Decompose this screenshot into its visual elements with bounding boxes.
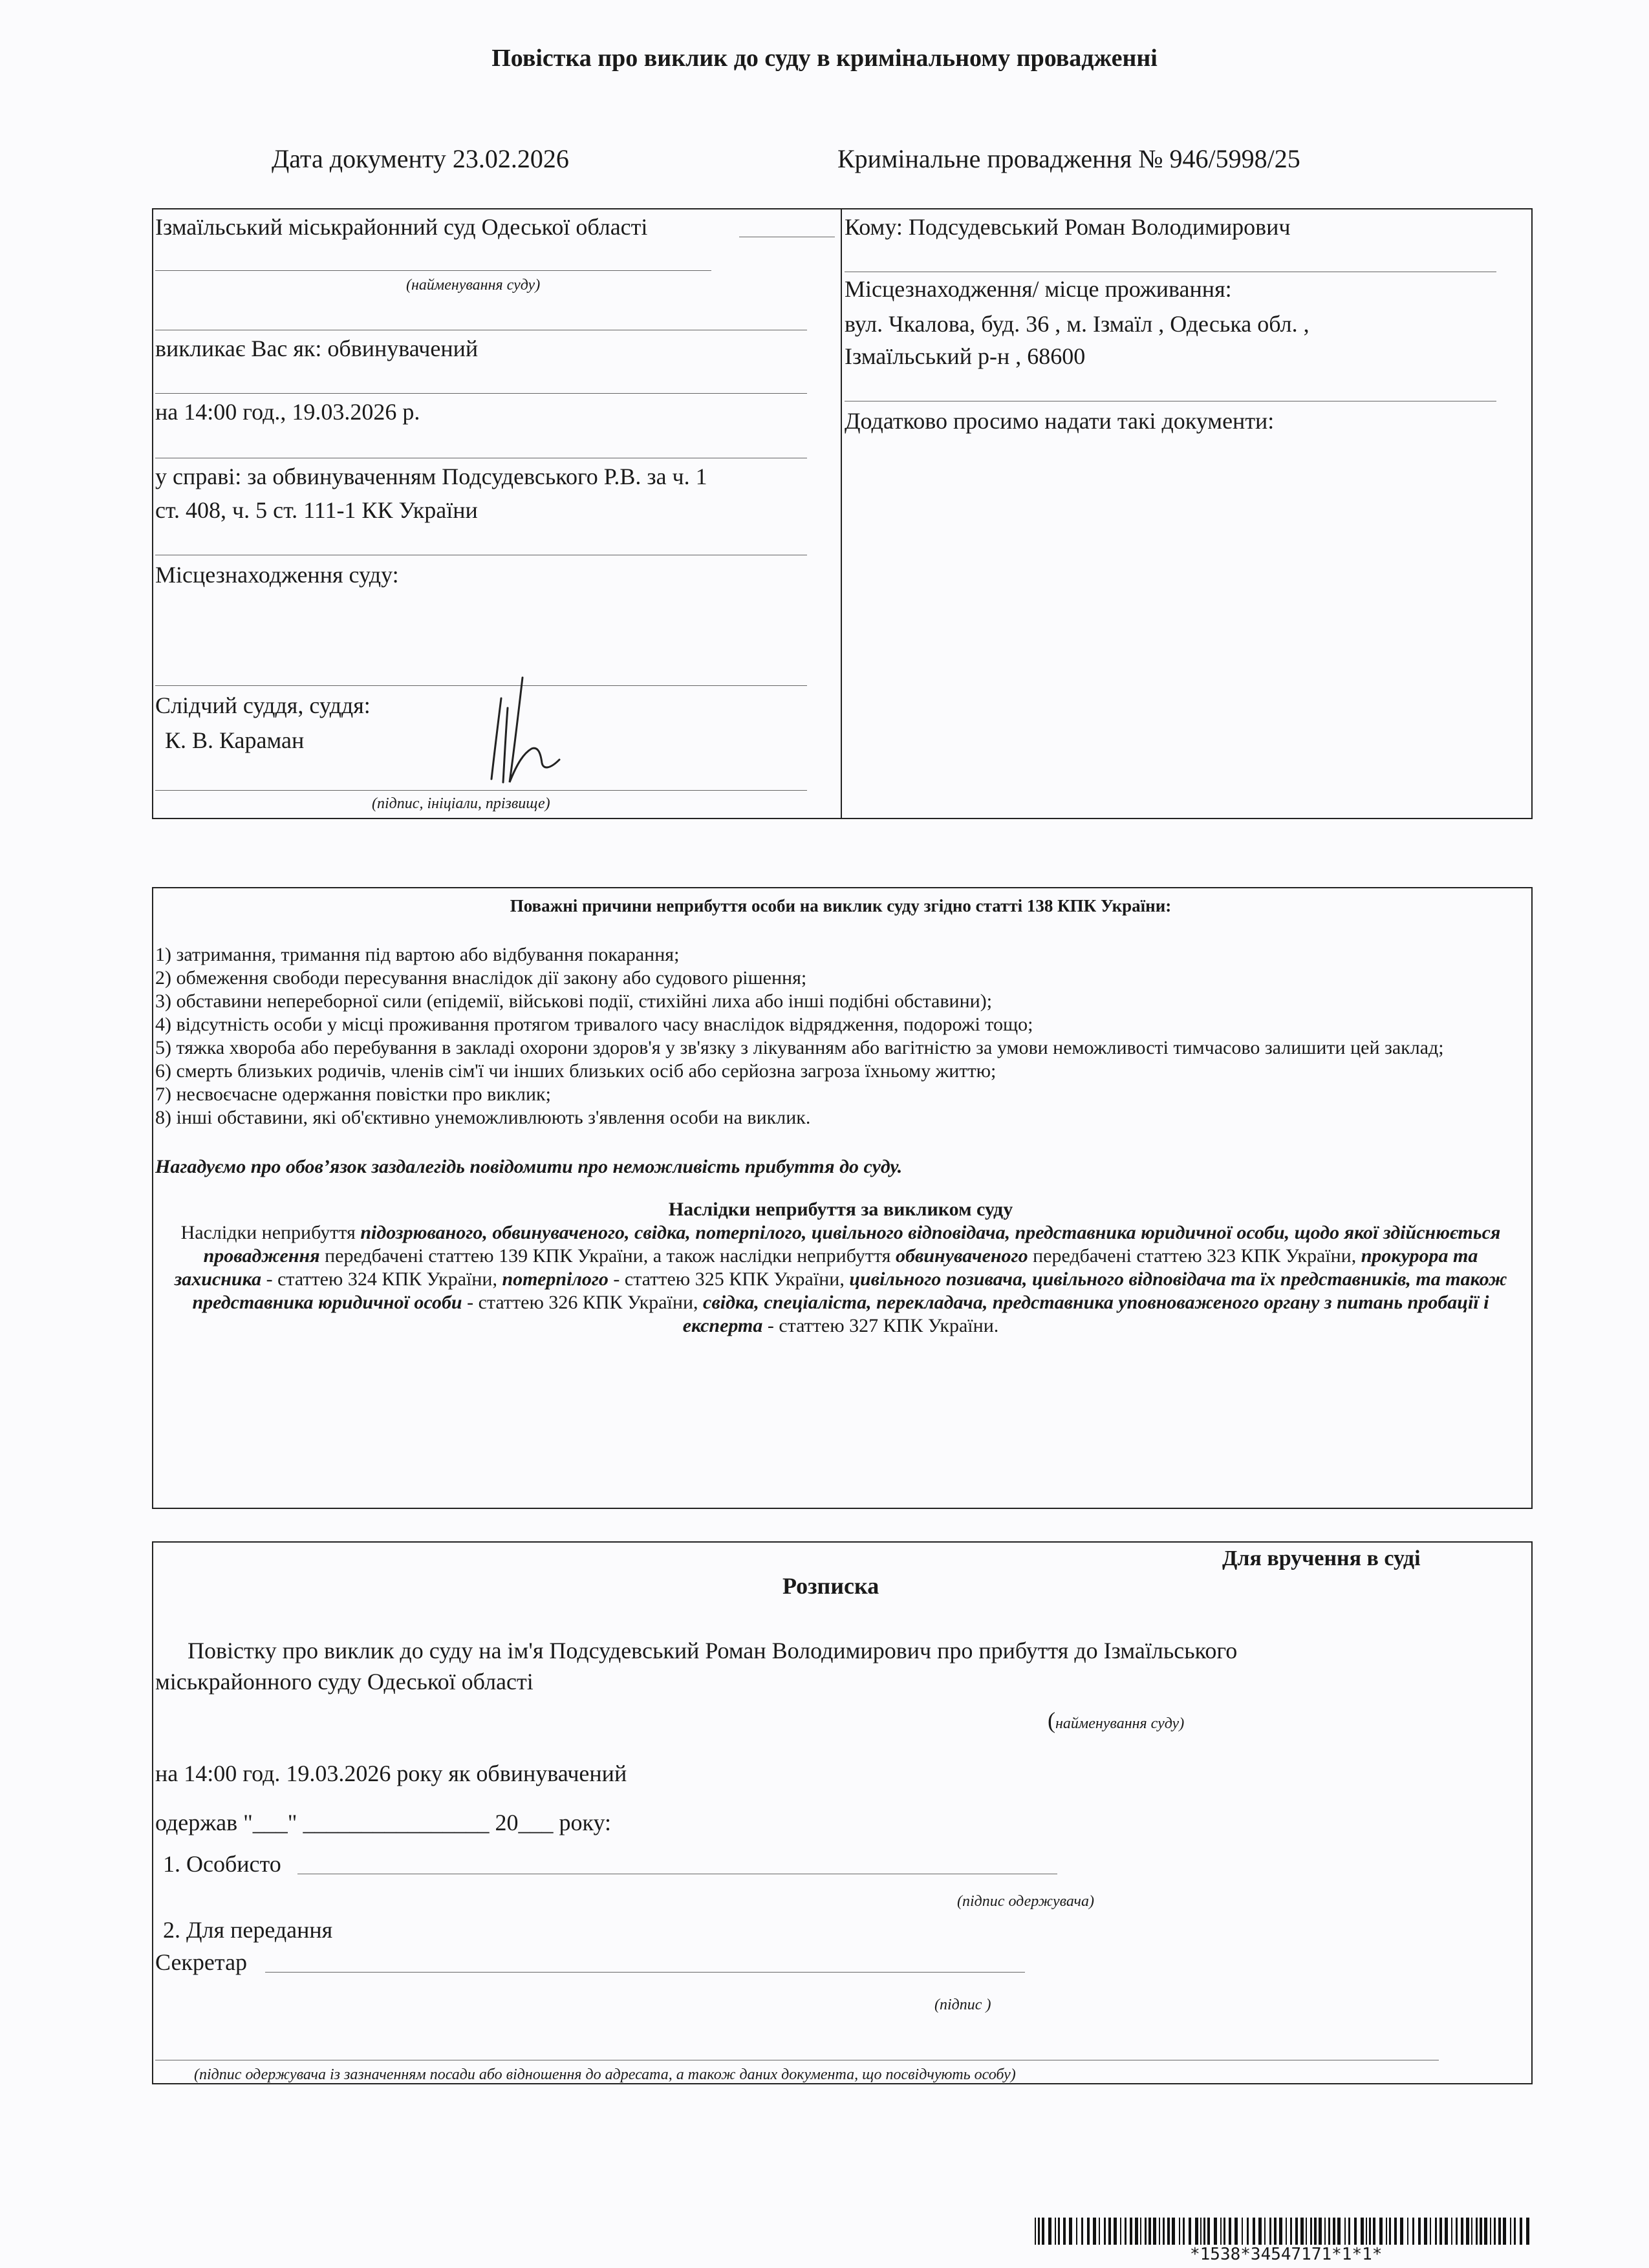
- case-description-line2: ст. 408, ч. 5 ст. 111-1 КК України: [155, 497, 478, 523]
- barcode-bar: [1286, 2218, 1287, 2245]
- barcode-bar: [1369, 2218, 1371, 2245]
- document-title: Повістка про виклик до суду в кримінальному провадженні: [491, 45, 1158, 72]
- barcode-bar: [1172, 2218, 1175, 2245]
- barcode-bar: [1163, 2218, 1165, 2245]
- barcode-bar: [1366, 2218, 1367, 2245]
- barcode-bar: [1461, 2218, 1463, 2245]
- barcode-bar: [1319, 2218, 1322, 2245]
- reason-item: 2) обмеження свободи пересування внаслідок дії закону або судового рішення;: [155, 967, 807, 989]
- barcode-bar: [1093, 2218, 1096, 2245]
- barcode-bar: [1274, 2218, 1277, 2245]
- consequences-heading: Наслідки неприбуття за викликом суду: [668, 1199, 1013, 1220]
- barcode-bar: [1242, 2218, 1243, 2245]
- barcode-bar: [1490, 2218, 1491, 2245]
- barcode-bar: [1379, 2218, 1383, 2245]
- barcode-bar: [1042, 2218, 1044, 2245]
- barcode-bar: [1424, 2218, 1427, 2245]
- barcode-bar: [1328, 2218, 1330, 2245]
- consequences-part: передбачені статтею 139 КПК України, а також наслідки неприбуття: [319, 1245, 896, 1267]
- consequences-part: - статтею 326 КПК України,: [462, 1292, 704, 1313]
- reason-item: 1) затримання, тримання під вартою або відбування покарання;: [155, 944, 680, 965]
- barcode-bar: [1207, 2218, 1210, 2245]
- judge-name: К. В. Караман: [165, 727, 305, 753]
- for-court-label: Для вручення в суді: [1222, 1546, 1421, 1570]
- barcode-bar: [1498, 2218, 1501, 2245]
- barcode-bar: [1148, 2218, 1151, 2245]
- consequences-part: прокурора та захисника: [174, 1245, 1478, 1290]
- rule: [155, 393, 807, 394]
- barcode-bar: [1200, 2218, 1202, 2245]
- address-line1: вул. Чкалова, буд. 36 , м. Ізмаїл , Одеська обл. ,: [845, 311, 1310, 337]
- barcode-bar: [1439, 2218, 1442, 2245]
- barcode-bar: [1476, 2218, 1478, 2245]
- barcode-bar: [1108, 2218, 1111, 2245]
- caption-text: найменування суду): [1055, 1715, 1185, 1732]
- court-location-label: Місцезнаходження суду:: [155, 562, 399, 588]
- barcode-bar: [1412, 2218, 1414, 2245]
- document-date: Дата документу 23.02.2026: [272, 144, 569, 173]
- barcode-bar: [1214, 2218, 1217, 2245]
- reasons-heading: Поважні причини неприбуття особи на виклик суду згідно статті 138 КПК України:: [510, 896, 1172, 915]
- consequences-part: Наслідки неприбуття: [180, 1222, 361, 1243]
- barcode-bar: [1125, 2218, 1126, 2245]
- consequences-part: обвинуваченого: [895, 1245, 1028, 1267]
- receipt-court-caption: [1048, 1707, 1184, 1734]
- barcode-bar: [1400, 2218, 1403, 2245]
- barcode-bar: [1306, 2218, 1307, 2245]
- barcode-bar: [1480, 2218, 1482, 2245]
- barcode-bar: [1503, 2218, 1506, 2245]
- reason-item: 8) інші обставини, які об'єктивно унеможливлюють з'явлення особи на виклик.: [155, 1107, 811, 1128]
- barcode-bar: [1348, 2218, 1350, 2245]
- barcode-bar: [1179, 2218, 1180, 2245]
- barcode-bar: [1258, 2218, 1262, 2245]
- barcode-bar: [1471, 2218, 1472, 2245]
- secretary-label: Секретар: [155, 1949, 248, 1975]
- barcode-bar: [1167, 2218, 1170, 2245]
- reasons-section: [155, 894, 1526, 1338]
- barcode-bar: [1038, 2218, 1040, 2245]
- barcode-bar: [1035, 2218, 1036, 2245]
- appearance-time: на 14:00 год., 19.03.2026 р.: [155, 399, 420, 425]
- barcode-bar: [1076, 2218, 1077, 2245]
- reason-item: 6) смерть близьких родичів, членів сім'ї чи інших близьких осіб або серйозна загроза їхньому життю;: [155, 1060, 997, 1082]
- secretary-signature-line[interactable]: [265, 1972, 1025, 1973]
- barcode-bar: [1081, 2218, 1083, 2245]
- barcode-bar: [1389, 2218, 1391, 2245]
- barcode-bar: [1253, 2218, 1255, 2245]
- barcode-bar: [1435, 2218, 1437, 2245]
- barcode-bar: [1183, 2218, 1185, 2245]
- consequences-part: цивільного позивача, цивільного відповідача та їх представників, та також представника юридичної особи: [192, 1268, 1507, 1313]
- consequences-part: передбачені статтею 323 КПК України,: [1028, 1245, 1361, 1267]
- receipt-title: Розписка: [782, 1573, 879, 1599]
- barcode-bar: [1120, 2218, 1121, 2245]
- reason-item: 4) відсутність особи у місці проживання протягом тривалого часу внаслідок відрядження, подорожі тощо;: [155, 1014, 1033, 1035]
- barcode-bar: [1269, 2218, 1271, 2245]
- caption-paren: (: [1048, 1707, 1055, 1733]
- judge-label: Слідчий суддя, суддя:: [155, 692, 371, 718]
- consequences-text: [155, 1221, 1526, 1338]
- barcode-bar: [1445, 2218, 1448, 2245]
- barcode-bar: [1234, 2218, 1238, 2245]
- barcode-bar: [1048, 2218, 1051, 2245]
- documents-label: Додатково просимо надати такі документи:: [845, 408, 1275, 434]
- barcode-bar: [1373, 2218, 1375, 2245]
- barcode-bar: [1466, 2218, 1469, 2245]
- barcode-bar: [1195, 2218, 1198, 2245]
- judge-signature-caption: (підпис, ініціали, прізвище): [372, 795, 550, 812]
- rule: [155, 270, 711, 271]
- receipt-line2: міськрайонного суду Одеської області: [155, 1669, 534, 1695]
- barcode-bar: [1229, 2218, 1231, 2245]
- barcode-bar: [1295, 2218, 1298, 2245]
- barcode-bar: [1279, 2218, 1282, 2245]
- barcode-bar: [1145, 2218, 1147, 2245]
- barcode-bar: [1418, 2218, 1421, 2245]
- barcode-bar: [1153, 2218, 1156, 2245]
- barcode-bar: [1130, 2218, 1132, 2245]
- consequences-part: свідка, спеціаліста, перекладача, представника уповноваженого органу з питань пробації і експерта: [682, 1292, 1489, 1336]
- address-line2: Ізмаїльський р-н , 68600: [845, 343, 1086, 369]
- barcode-bar: [1087, 2218, 1090, 2245]
- barcode-bar: [1300, 2218, 1304, 2245]
- judge-signature: [479, 672, 569, 789]
- receipt-line1: Повістку про виклик до суду на ім'я Подсудевський Роман Володимирович про прибуття до Ізмаїльського: [188, 1638, 1238, 1664]
- recipient-signature-caption: (підпис одержувача): [957, 1893, 1094, 1910]
- court-name: Ізмаїльський міськрайонний суд Одеської області: [155, 214, 648, 240]
- transfer-label: 2. Для передання: [163, 1917, 333, 1943]
- barcode-bar: [1114, 2218, 1117, 2245]
- barcode-bar: [1386, 2218, 1387, 2245]
- barcode-bar: [1104, 2218, 1106, 2245]
- barcode-bar: [1361, 2218, 1364, 2245]
- barcode-text: *1538*34547171*1*1*: [1190, 2245, 1383, 2264]
- barcode-bar: [1063, 2218, 1066, 2245]
- barcode-bar: [1189, 2218, 1191, 2245]
- addressee: Кому: Подсудевський Роман Володимирович: [845, 214, 1291, 240]
- consequences-part: - статтею 327 КПК України.: [762, 1315, 999, 1336]
- reason-item: 3) обставини непереборної сили (епідемії, військові події, стихійні лиха або інші подібні обставини);: [155, 990, 993, 1012]
- barcode-bar: [1140, 2218, 1141, 2245]
- barcode-bar: [1407, 2218, 1408, 2245]
- barcode-bar: [1247, 2218, 1249, 2245]
- barcode-bar: [1456, 2218, 1458, 2245]
- barcode-bar: [1099, 2218, 1100, 2245]
- barcode-bar: [1451, 2218, 1452, 2245]
- barcode-bar: [1159, 2218, 1160, 2245]
- barcode-bar: [1333, 2218, 1335, 2245]
- reason-item: 5) тяжка хвороба або перебування в закладі охорони здоров'я у зв'язку з лікуванням або вагітністю за умови неможливості тимчасово залишити цей заклад;: [155, 1037, 1444, 1058]
- barcode-bar: [1290, 2218, 1292, 2245]
- consequences-part: - статтею 325 КПК України,: [608, 1268, 850, 1290]
- barcode-bar: [1510, 2218, 1511, 2245]
- barcode-bar: [1520, 2218, 1522, 2245]
- reminder: Нагадуємо про обов’язок заздалегідь повідомити про неможливість прибуття до суду.: [155, 1156, 903, 1177]
- receipt-time: на 14:00 год. 19.03.2026 року як обвинувачений: [155, 1760, 627, 1786]
- barcode-bar: [1484, 2218, 1487, 2245]
- barcode-bar: [1058, 2218, 1060, 2245]
- barcode-bar: [1223, 2218, 1225, 2245]
- column-divider: [841, 208, 842, 819]
- received-date: одержав "___" ________________ 20___ року:: [155, 1810, 612, 1835]
- court-caption: (найменування суду): [406, 277, 541, 294]
- barcode-bar: [1264, 2218, 1266, 2245]
- barcode-bar: [1055, 2218, 1056, 2245]
- barcode-bar: [1135, 2218, 1138, 2245]
- barcode-bar: [1344, 2218, 1346, 2245]
- reason-item: 7) несвоєчасне одержання повістки про виклик;: [155, 1084, 551, 1105]
- barcode-bar: [1430, 2218, 1431, 2245]
- barcode-bar: [1220, 2218, 1222, 2245]
- residence-label: Місцезнаходження/ місце проживання:: [845, 276, 1232, 302]
- barcode-bar: [1514, 2218, 1516, 2245]
- barcode: [1035, 2218, 1533, 2245]
- recipient-details-caption: (підпис одержувача із зазначенням посади або відношення до адресата, а також даних документа, що посвідчують особу): [194, 2066, 1016, 2083]
- case-number: Кримінальне провадження № 946/5998/25: [837, 144, 1300, 173]
- personally-label: 1. Особисто: [163, 1851, 281, 1877]
- barcode-bar: [1310, 2218, 1312, 2245]
- consequences-part: - статтею 324 КПК України,: [261, 1268, 502, 1290]
- barcode-bar: [1354, 2218, 1357, 2245]
- barcode-bar: [1069, 2218, 1072, 2245]
- case-description-line1: у справі: за обвинуваченням Подсудевського Р.В. за ч. 1: [155, 464, 707, 489]
- consequences-part: підозрюваного, обвинуваченого, свідка, потерпілого, цивільного відповідача, представника юридичної особи, щодо якої здійснюється провадження: [203, 1222, 1501, 1267]
- summoned-as: викликає Вас як: обвинувачений: [155, 336, 479, 361]
- barcode-bar: [1314, 2218, 1317, 2245]
- consequences-part: потерпілого: [502, 1268, 609, 1290]
- barcode-bar: [1494, 2218, 1496, 2245]
- barcode-bar: [1203, 2218, 1205, 2245]
- barcode-bar: [1394, 2218, 1397, 2245]
- rule: [155, 790, 807, 791]
- barcode-bar: [1324, 2218, 1326, 2245]
- barcode-bar: [1526, 2218, 1529, 2245]
- barcode-bar: [1337, 2218, 1341, 2245]
- secretary-signature-caption: (підпис ): [934, 1996, 991, 2013]
